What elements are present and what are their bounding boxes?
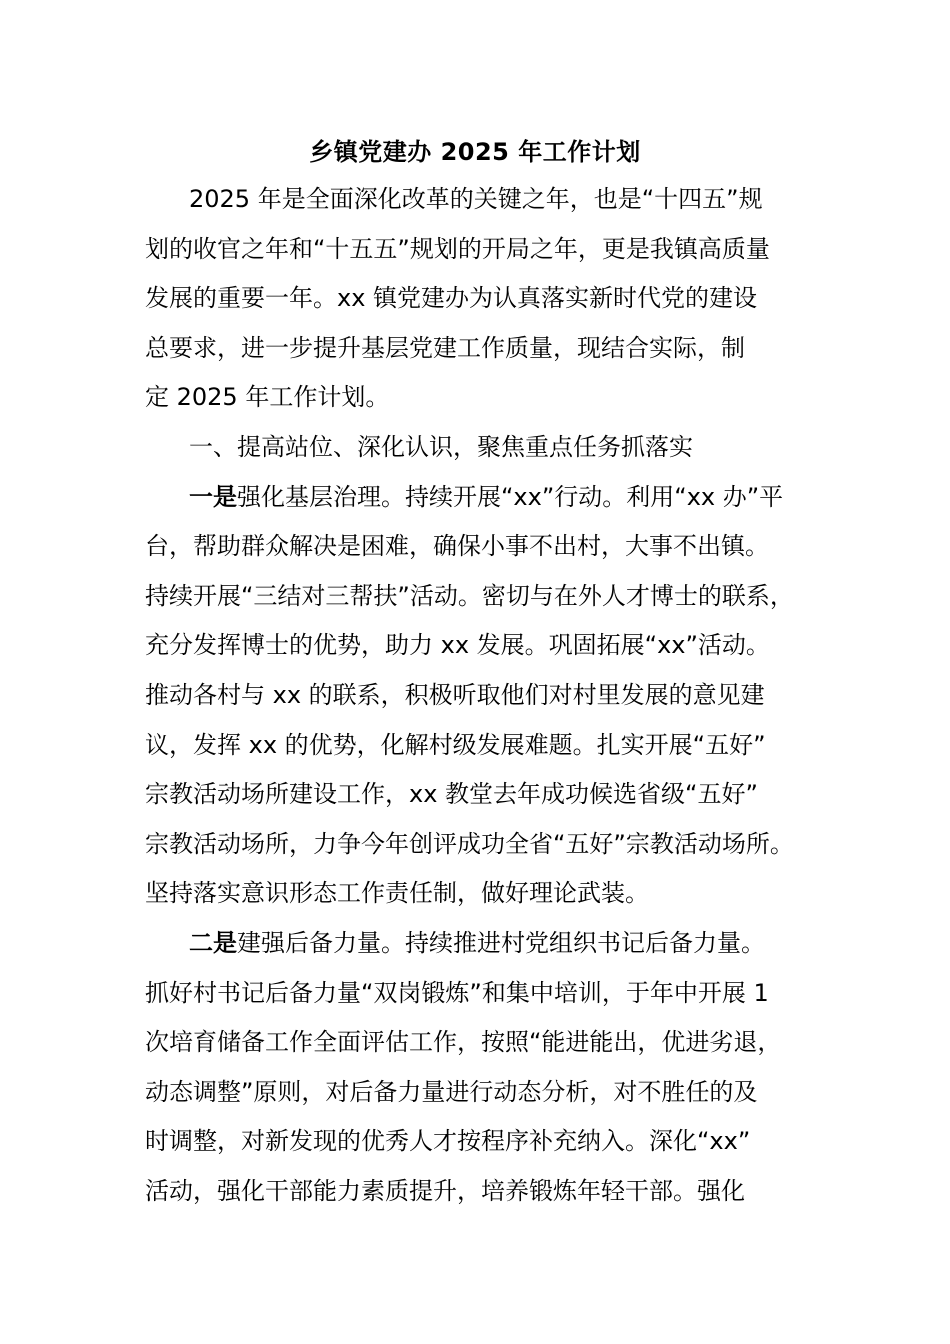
paragraph-line bbox=[145, 820, 825, 870]
line-text: 宗教活动场所建设工作，xx 教堂去年成功候选省级“五好” bbox=[145, 780, 758, 809]
paragraph-line bbox=[145, 225, 825, 275]
paragraph-line bbox=[145, 869, 825, 919]
paragraph-line bbox=[145, 324, 825, 374]
paragraph-line bbox=[145, 621, 825, 671]
paragraph-line bbox=[145, 770, 825, 820]
line-text: 划的收官之年和“十五五”规划的开局之年，更是我镇高质量 bbox=[145, 234, 770, 263]
lead-phrase: 二是 bbox=[189, 928, 237, 957]
line-text: 推动各村与 xx 的联系，积极听取他们对村里发展的意见建 bbox=[145, 680, 765, 709]
line-text: 议，发挥 xx 的优势，化解村级发展难题。扎实开展“五好” bbox=[145, 730, 766, 759]
line-text: 活动，强化干部能力素质提升，培养锻炼年轻干部。强化 bbox=[145, 1176, 745, 1205]
paragraph-line bbox=[145, 671, 825, 721]
paragraph-line bbox=[145, 274, 825, 324]
line-text: 动态调整”原则，对后备力量进行动态分析，对不胜任的及 bbox=[145, 1077, 758, 1106]
line-text: 一、提高站位、深化认识，聚焦重点任务抓落实 bbox=[189, 432, 693, 461]
paragraph-line bbox=[145, 969, 825, 1019]
paragraph-line bbox=[145, 572, 825, 622]
paragraph-line bbox=[145, 175, 825, 225]
line-text: 台，帮助群众解决是困难，确保小事不出村，大事不出镇。 bbox=[145, 532, 769, 561]
line-text: 坚持落实意识形态工作责任制，做好理论武装。 bbox=[145, 879, 649, 908]
line-text: 持续开展“三结对三帮扶”活动。密切与在外人才博士的联系， bbox=[145, 581, 794, 610]
paragraph-line bbox=[145, 919, 825, 969]
line-text: 发展的重要一年。xx 镇党建办为认真落实新时代党的建设 bbox=[145, 284, 758, 313]
line-text: 强化基层治理。持续开展“xx”行动。利用“xx 办”平 bbox=[237, 482, 784, 511]
line-text: 总要求，进一步提升基层党建工作质量，现结合实际，制 bbox=[145, 333, 745, 362]
line-text: 次培育储备工作全面评估工作，按照“能进能出，优进劣退， bbox=[145, 1028, 782, 1057]
paragraph-line bbox=[145, 473, 825, 523]
line-text: 宗教活动场所，力争今年创评成功全省“五好”宗教活动场所。 bbox=[145, 829, 794, 858]
line-text: 抓好村书记后备力量“双岗锻炼”和集中培训，于年中开展 1 bbox=[145, 978, 769, 1007]
document-title: 乡镇党建办 2025 年工作计划 bbox=[309, 138, 641, 166]
section-heading bbox=[145, 423, 825, 473]
paragraph-line bbox=[145, 1117, 825, 1167]
line-text: 定 2025 年工作计划。 bbox=[145, 383, 390, 412]
line-text: 建强后备力量。持续推进村党组织书记后备力量。 bbox=[237, 928, 765, 957]
paragraph-line bbox=[145, 1018, 825, 1068]
paragraph-line bbox=[145, 721, 825, 771]
paragraph-line bbox=[145, 1068, 825, 1118]
lead-phrase: 一是 bbox=[189, 482, 237, 511]
line-text: 2025 年是全面深化改革的关键之年，也是“十四五”规 bbox=[189, 185, 763, 213]
line-text: 时调整，对新发现的优秀人才按程序补充纳入。深化“xx” bbox=[145, 1127, 751, 1156]
paragraph-line bbox=[145, 522, 825, 572]
paragraph-line bbox=[145, 373, 825, 423]
line-text: 充分发挥博士的优势，助力 xx 发展。巩固拓展“xx”活动。 bbox=[145, 631, 770, 660]
paragraph-line bbox=[145, 1167, 825, 1217]
document-body bbox=[145, 175, 825, 1216]
